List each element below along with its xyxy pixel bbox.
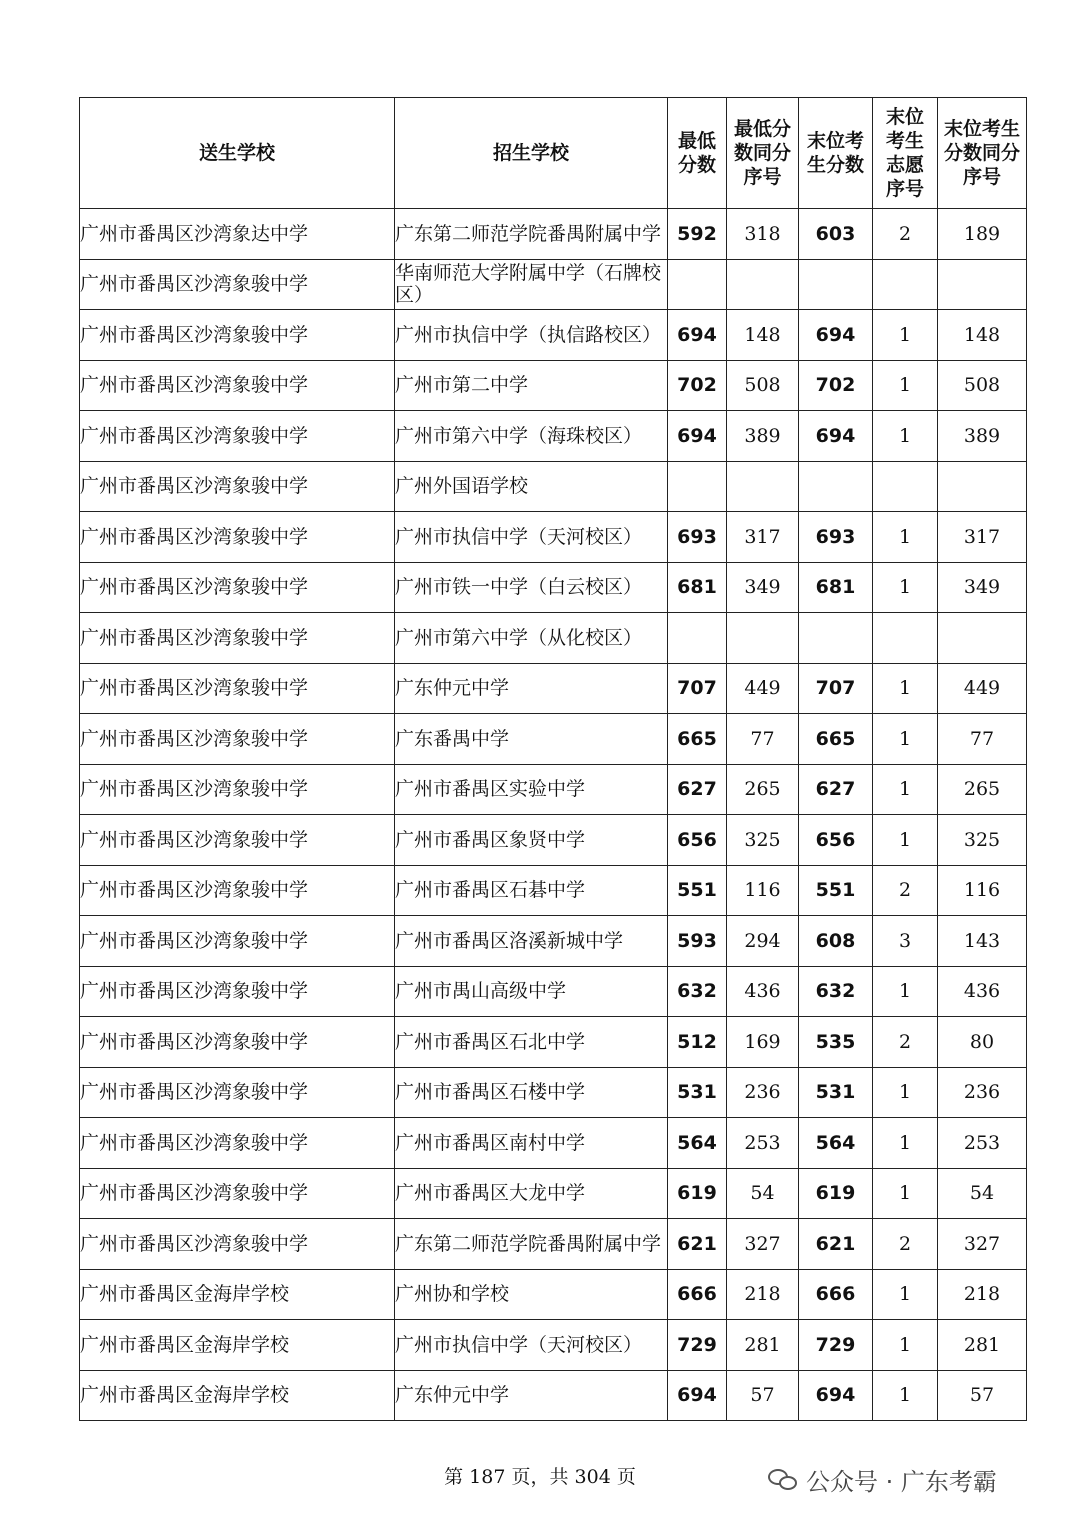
cell-min-score: 694 <box>668 1370 727 1421</box>
cell-last-rank: 389 <box>938 411 1027 462</box>
watermark-text: 公众号 · 广东考霸 <box>806 1468 997 1496</box>
cell-last-pref: 2 <box>873 209 938 260</box>
table-row <box>80 562 1027 613</box>
header-last-score: 末位考 生分数 <box>799 98 873 209</box>
cell-min-score: 593 <box>668 916 727 967</box>
cell-last-pref: 1 <box>873 512 938 563</box>
cell-last-rank: 148 <box>938 310 1027 361</box>
cell-recv-school: 广州市番禺区石北中学 <box>395 1017 668 1068</box>
cell-last-score: 621 <box>799 1219 873 1270</box>
cell-last-pref: 1 <box>873 1269 938 1320</box>
cell-last-pref: 1 <box>873 562 938 613</box>
cell-last-rank: 218 <box>938 1269 1027 1320</box>
cell-last-score: 707 <box>799 663 873 714</box>
cell-recv-school: 广州外国语学校 <box>395 461 668 512</box>
header-recv-school: 招生学校 <box>395 98 668 209</box>
cell-last-score: 656 <box>799 815 873 866</box>
cell-recv-school: 广东仲元中学 <box>395 1370 668 1421</box>
cell-last-score <box>799 461 873 512</box>
cell-min-rank: 325 <box>727 815 799 866</box>
cell-recv-school: 广州市番禺区石碁中学 <box>395 865 668 916</box>
cell-recv-school: 广州市番禺区实验中学 <box>395 764 668 815</box>
cell-last-score: 694 <box>799 1370 873 1421</box>
cell-last-pref: 2 <box>873 1017 938 1068</box>
cell-min-score: 694 <box>668 310 727 361</box>
cell-min-score: 621 <box>668 1219 727 1270</box>
cell-min-score: 681 <box>668 562 727 613</box>
cell-send-school: 广州市番禺区沙湾象骏中学 <box>80 310 395 361</box>
table-row <box>80 461 1027 512</box>
cell-send-school: 广州市番禺区沙湾象骏中学 <box>80 916 395 967</box>
cell-send-school: 广州市番禺区金海岸学校 <box>80 1269 395 1320</box>
cell-min-rank: 389 <box>727 411 799 462</box>
cell-min-rank: 253 <box>727 1118 799 1169</box>
table-row <box>80 1219 1027 1270</box>
cell-send-school: 广州市番禺区沙湾象骏中学 <box>80 512 395 563</box>
cell-min-rank <box>727 259 799 310</box>
cell-min-rank: 116 <box>727 865 799 916</box>
cell-send-school: 广州市番禺区沙湾象骏中学 <box>80 259 395 310</box>
cell-last-score: 619 <box>799 1168 873 1219</box>
cell-last-pref <box>873 613 938 664</box>
cell-recv-school: 广州市番禺区洛溪新城中学 <box>395 916 668 967</box>
cell-recv-school: 广州市番禺区南村中学 <box>395 1118 668 1169</box>
header-last-rank: 末位考生 分数同分 序号 <box>938 98 1027 209</box>
cell-send-school: 广州市番禺区沙湾象骏中学 <box>80 1118 395 1169</box>
cell-last-pref: 1 <box>873 310 938 361</box>
cell-send-school: 广州市番禺区沙湾象骏中学 <box>80 966 395 1017</box>
cell-min-rank: 218 <box>727 1269 799 1320</box>
cell-min-score: 512 <box>668 1017 727 1068</box>
cell-last-rank: 143 <box>938 916 1027 967</box>
cell-min-rank: 449 <box>727 663 799 714</box>
cell-send-school: 广州市番禺区沙湾象骏中学 <box>80 663 395 714</box>
cell-min-rank: 317 <box>727 512 799 563</box>
cell-min-score <box>668 461 727 512</box>
cell-min-score: 693 <box>668 512 727 563</box>
cell-recv-school: 广州市铁一中学（白云校区） <box>395 562 668 613</box>
cell-last-rank: 77 <box>938 714 1027 765</box>
cell-min-score: 707 <box>668 663 727 714</box>
cell-send-school: 广州市番禺区金海岸学校 <box>80 1320 395 1371</box>
cell-last-rank: 436 <box>938 966 1027 1017</box>
cell-min-score: 656 <box>668 815 727 866</box>
cell-recv-school: 广州市第六中学（从化校区） <box>395 613 668 664</box>
cell-min-rank: 436 <box>727 966 799 1017</box>
cell-min-rank: 77 <box>727 714 799 765</box>
table-row <box>80 1017 1027 1068</box>
cell-last-score: 608 <box>799 916 873 967</box>
cell-last-score: 681 <box>799 562 873 613</box>
cell-recv-school: 广州协和学校 <box>395 1269 668 1320</box>
table-row <box>80 310 1027 361</box>
cell-min-rank: 169 <box>727 1017 799 1068</box>
cell-last-score: 632 <box>799 966 873 1017</box>
cell-min-rank: 265 <box>727 764 799 815</box>
table-row <box>80 663 1027 714</box>
cell-last-rank <box>938 613 1027 664</box>
cell-min-rank: 349 <box>727 562 799 613</box>
cell-last-rank <box>938 259 1027 310</box>
cell-send-school: 广州市番禺区沙湾象骏中学 <box>80 1168 395 1219</box>
cell-min-score: 592 <box>668 209 727 260</box>
cell-last-score: 551 <box>799 865 873 916</box>
cell-last-rank: 317 <box>938 512 1027 563</box>
cell-min-score: 632 <box>668 966 727 1017</box>
cell-recv-school: 广州市番禺区大龙中学 <box>395 1168 668 1219</box>
cell-send-school: 广州市番禺区沙湾象骏中学 <box>80 360 395 411</box>
table-row <box>80 1320 1027 1371</box>
cell-last-rank: 449 <box>938 663 1027 714</box>
cell-last-score: 564 <box>799 1118 873 1169</box>
cell-last-rank: 57 <box>938 1370 1027 1421</box>
cell-recv-school: 广州市执信中学（执信路校区） <box>395 310 668 361</box>
cell-send-school: 广州市番禺区沙湾象骏中学 <box>80 1017 395 1068</box>
table-row <box>80 209 1027 260</box>
cell-last-pref: 1 <box>873 1067 938 1118</box>
cell-recv-school: 广东仲元中学 <box>395 663 668 714</box>
cell-recv-school: 广州市执信中学（天河校区） <box>395 512 668 563</box>
table-row <box>80 865 1027 916</box>
wechat-icon <box>768 1467 798 1493</box>
cell-min-score <box>668 613 727 664</box>
cell-last-pref: 1 <box>873 411 938 462</box>
cell-last-score: 729 <box>799 1320 873 1371</box>
table-row <box>80 714 1027 765</box>
cell-last-pref: 1 <box>873 1370 938 1421</box>
cell-min-score: 702 <box>668 360 727 411</box>
cell-last-score: 666 <box>799 1269 873 1320</box>
cell-last-pref: 1 <box>873 815 938 866</box>
cell-send-school: 广州市番禺区沙湾象骏中学 <box>80 1219 395 1270</box>
cell-recv-school: 广东番禺中学 <box>395 714 668 765</box>
cell-last-pref <box>873 259 938 310</box>
cell-min-score: 665 <box>668 714 727 765</box>
cell-send-school: 广州市番禺区沙湾象骏中学 <box>80 562 395 613</box>
cell-send-school: 广州市番禺区沙湾象骏中学 <box>80 461 395 512</box>
cell-last-score <box>799 613 873 664</box>
cell-last-pref: 1 <box>873 360 938 411</box>
cell-last-rank: 281 <box>938 1320 1027 1371</box>
cell-last-score: 694 <box>799 310 873 361</box>
cell-min-rank: 236 <box>727 1067 799 1118</box>
page-number-footer: 第 187 页，共 304 页 <box>444 1466 636 1488</box>
header-last-pref: 末位 考生 志愿 序号 <box>873 98 938 209</box>
cell-send-school: 广州市番禺区沙湾象骏中学 <box>80 815 395 866</box>
cell-last-pref: 1 <box>873 966 938 1017</box>
cell-last-score: 665 <box>799 714 873 765</box>
cell-min-rank: 327 <box>727 1219 799 1270</box>
cell-send-school: 广州市番禺区沙湾象骏中学 <box>80 865 395 916</box>
table-row <box>80 815 1027 866</box>
cell-last-score: 694 <box>799 411 873 462</box>
cell-last-rank: 325 <box>938 815 1027 866</box>
cell-min-rank <box>727 613 799 664</box>
cell-min-rank: 508 <box>727 360 799 411</box>
cell-last-rank: 349 <box>938 562 1027 613</box>
table-row <box>80 1370 1027 1421</box>
cell-recv-school: 广州市执信中学（天河校区） <box>395 1320 668 1371</box>
cell-recv-school: 广东第二师范学院番禺附属中学 <box>395 209 668 260</box>
table-row <box>80 1269 1027 1320</box>
cell-min-rank <box>727 461 799 512</box>
table-row <box>80 613 1027 664</box>
cell-last-pref: 1 <box>873 764 938 815</box>
cell-last-rank: 253 <box>938 1118 1027 1169</box>
cell-last-rank: 508 <box>938 360 1027 411</box>
cell-send-school: 广州市番禺区金海岸学校 <box>80 1370 395 1421</box>
cell-min-rank: 54 <box>727 1168 799 1219</box>
cell-min-score: 666 <box>668 1269 727 1320</box>
cell-last-pref: 3 <box>873 916 938 967</box>
cell-last-rank: 327 <box>938 1219 1027 1270</box>
cell-min-score: 551 <box>668 865 727 916</box>
cell-recv-school: 广州市番禺区石楼中学 <box>395 1067 668 1118</box>
cell-min-rank: 318 <box>727 209 799 260</box>
cell-last-rank: 116 <box>938 865 1027 916</box>
cell-last-score: 531 <box>799 1067 873 1118</box>
cell-send-school: 广州市番禺区沙湾象骏中学 <box>80 714 395 765</box>
cell-send-school: 广州市番禺区沙湾象骏中学 <box>80 613 395 664</box>
watermark <box>768 1462 997 1497</box>
table-row <box>80 1118 1027 1169</box>
cell-last-rank: 189 <box>938 209 1027 260</box>
cell-min-score <box>668 259 727 310</box>
table-row <box>80 966 1027 1017</box>
table-row <box>80 512 1027 563</box>
cell-recv-school: 华南师范大学附属中学（石牌校区） <box>395 259 668 310</box>
cell-send-school: 广州市番禺区沙湾象骏中学 <box>80 411 395 462</box>
cell-min-score: 531 <box>668 1067 727 1118</box>
header-min-score: 最低 分数 <box>668 98 727 209</box>
cell-last-pref: 1 <box>873 1168 938 1219</box>
table-row <box>80 360 1027 411</box>
cell-recv-school: 广州市禺山高级中学 <box>395 966 668 1017</box>
cell-min-score: 619 <box>668 1168 727 1219</box>
cell-min-rank: 281 <box>727 1320 799 1371</box>
cell-last-score: 693 <box>799 512 873 563</box>
cell-last-rank: 54 <box>938 1168 1027 1219</box>
cell-recv-school: 广州市番禺区象贤中学 <box>395 815 668 866</box>
header-min-rank: 最低分 数同分 序号 <box>727 98 799 209</box>
cell-last-rank <box>938 461 1027 512</box>
cell-min-score: 564 <box>668 1118 727 1169</box>
cell-last-pref: 1 <box>873 714 938 765</box>
cell-last-rank: 80 <box>938 1017 1027 1068</box>
cell-last-pref: 2 <box>873 865 938 916</box>
table-row <box>80 916 1027 967</box>
table-header-row <box>80 98 1027 209</box>
cell-recv-school: 广东第二师范学院番禺附属中学 <box>395 1219 668 1270</box>
table-row <box>80 411 1027 462</box>
cell-last-score: 627 <box>799 764 873 815</box>
cell-min-rank: 57 <box>727 1370 799 1421</box>
cell-last-rank: 236 <box>938 1067 1027 1118</box>
cell-min-score: 627 <box>668 764 727 815</box>
cell-last-pref: 1 <box>873 1320 938 1371</box>
cell-recv-school: 广州市第二中学 <box>395 360 668 411</box>
cell-last-rank: 265 <box>938 764 1027 815</box>
cell-min-rank: 294 <box>727 916 799 967</box>
cell-last-pref: 1 <box>873 1118 938 1169</box>
cell-send-school: 广州市番禺区沙湾象达中学 <box>80 209 395 260</box>
cell-last-score: 702 <box>799 360 873 411</box>
cell-recv-school: 广州市第六中学（海珠校区） <box>395 411 668 462</box>
header-send-school: 送生学校 <box>80 98 395 209</box>
table-row <box>80 1067 1027 1118</box>
cell-send-school: 广州市番禺区沙湾象骏中学 <box>80 764 395 815</box>
table-row <box>80 764 1027 815</box>
cell-min-score: 694 <box>668 411 727 462</box>
cell-last-score: 535 <box>799 1017 873 1068</box>
cell-last-pref: 2 <box>873 1219 938 1270</box>
cell-send-school: 广州市番禺区沙湾象骏中学 <box>80 1067 395 1118</box>
cell-last-pref: 1 <box>873 663 938 714</box>
table-row <box>80 259 1027 310</box>
cell-last-pref <box>873 461 938 512</box>
cell-min-rank: 148 <box>727 310 799 361</box>
cell-last-score <box>799 259 873 310</box>
cell-last-score: 603 <box>799 209 873 260</box>
cell-min-score: 729 <box>668 1320 727 1371</box>
table-row <box>80 1168 1027 1219</box>
table-body <box>80 209 1027 1421</box>
admission-table <box>79 97 1027 1421</box>
